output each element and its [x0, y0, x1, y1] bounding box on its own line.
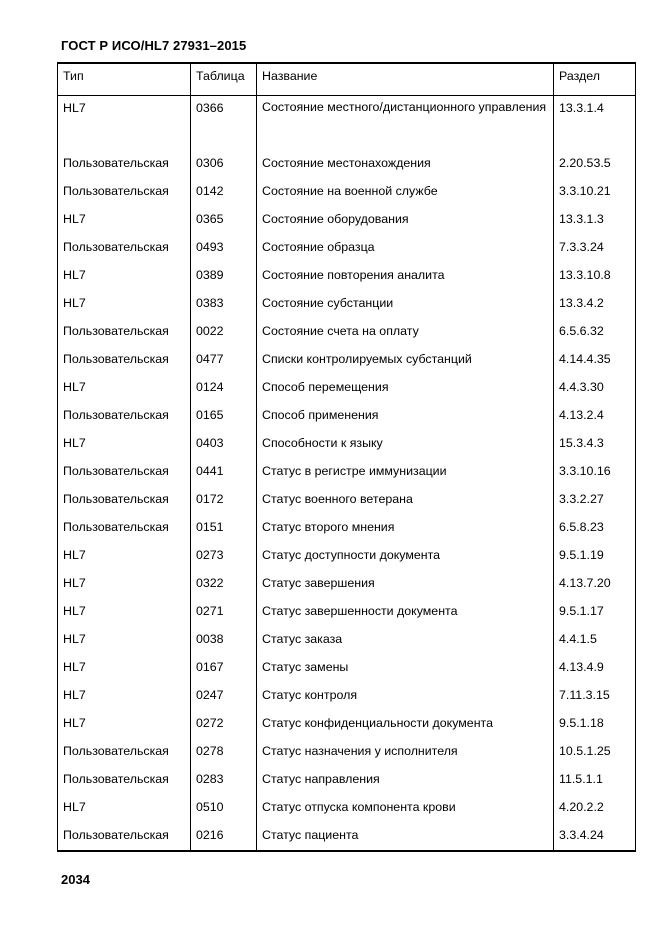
document-title: ГОСТ Р ИСО/HL7 27931–2015	[61, 38, 247, 53]
table-row	[58, 319, 636, 347]
cell-type: Пользовательская	[58, 347, 191, 375]
cell-section: 6.5.8.23	[554, 515, 636, 543]
cell-name: Статус доступности документа	[257, 543, 554, 571]
table-row	[58, 403, 636, 431]
cell-name: Состояние образца	[257, 235, 554, 263]
column-header-name: Название	[257, 63, 554, 95]
cell-type: Пользовательская	[58, 179, 191, 207]
cell-table-code: 0493	[191, 235, 257, 263]
cell-type: HL7	[58, 571, 191, 599]
cell-table-code: 0366	[191, 95, 257, 151]
table-row	[58, 767, 636, 795]
cell-table-code: 0383	[191, 291, 257, 319]
cell-type: HL7	[58, 375, 191, 403]
table-row	[58, 599, 636, 627]
cell-section: 6.5.6.32	[554, 319, 636, 347]
cell-table-code: 0038	[191, 627, 257, 655]
cell-section: 9.5.1.19	[554, 543, 636, 571]
cell-name: Состояние местного/дистанционного управления	[257, 95, 554, 151]
table-row	[58, 683, 636, 711]
cell-section: 3.3.2.27	[554, 487, 636, 515]
cell-section: 4.13.4.9	[554, 655, 636, 683]
cell-name: Статус завершения	[257, 571, 554, 599]
cell-section: 9.5.1.17	[554, 599, 636, 627]
cell-type: HL7	[58, 627, 191, 655]
cell-name: Статус отпуска компонента крови	[257, 795, 554, 823]
cell-table-code: 0403	[191, 431, 257, 459]
cell-section: 3.3.4.24	[554, 823, 636, 851]
table-row	[58, 571, 636, 599]
table-row	[58, 487, 636, 515]
cell-name: Состояние на военной службе	[257, 179, 554, 207]
cell-section: 7.11.3.15	[554, 683, 636, 711]
cell-section: 15.3.4.3	[554, 431, 636, 459]
cell-name: Состояние счета на оплату	[257, 319, 554, 347]
cell-section: 4.14.4.35	[554, 347, 636, 375]
cell-table-code: 0273	[191, 543, 257, 571]
cell-name: Состояние местонахождения	[257, 151, 554, 179]
cell-table-code: 0365	[191, 207, 257, 235]
cell-section: 3.3.10.21	[554, 179, 636, 207]
cell-section: 7.3.3.24	[554, 235, 636, 263]
cell-table-code: 0278	[191, 739, 257, 767]
table-row	[58, 655, 636, 683]
table-row	[58, 235, 636, 263]
cell-name: Статус назначения у исполнителя	[257, 739, 554, 767]
cell-table-code: 0389	[191, 263, 257, 291]
cell-table-code: 0272	[191, 711, 257, 739]
cell-type: HL7	[58, 431, 191, 459]
cell-table-code: 0151	[191, 515, 257, 543]
cell-name: Статус завершенности документа	[257, 599, 554, 627]
table-row	[58, 739, 636, 767]
cell-name: Статус конфиденциальности документа	[257, 711, 554, 739]
table-row	[58, 459, 636, 487]
table-row	[58, 627, 636, 655]
cell-table-code: 0306	[191, 151, 257, 179]
cell-section: 10.5.1.25	[554, 739, 636, 767]
cell-section: 3.3.10.16	[554, 459, 636, 487]
cell-name: Состояние субстанции	[257, 291, 554, 319]
table-row	[58, 207, 636, 235]
cell-name: Состояние повторения аналита	[257, 263, 554, 291]
table-row	[58, 375, 636, 403]
cell-type: HL7	[58, 263, 191, 291]
cell-section: 13.3.4.2	[554, 291, 636, 319]
table-row	[58, 291, 636, 319]
cell-section: 4.20.2.2	[554, 795, 636, 823]
table-row	[58, 95, 636, 151]
cell-name: Способ перемещения	[257, 375, 554, 403]
cell-name: Статус пациента	[257, 823, 554, 851]
cell-section: 4.4.3.30	[554, 375, 636, 403]
cell-type: Пользовательская	[58, 403, 191, 431]
cell-type: HL7	[58, 207, 191, 235]
code-table	[57, 62, 636, 852]
cell-type: Пользовательская	[58, 235, 191, 263]
table-row	[58, 543, 636, 571]
cell-type: Пользовательская	[58, 515, 191, 543]
cell-table-code: 0022	[191, 319, 257, 347]
table-row	[58, 347, 636, 375]
table-row	[58, 431, 636, 459]
table-row	[58, 515, 636, 543]
cell-name: Состояние оборудования	[257, 207, 554, 235]
cell-type: HL7	[58, 291, 191, 319]
cell-type: HL7	[58, 95, 191, 151]
table-row	[58, 151, 636, 179]
cell-table-code: 0216	[191, 823, 257, 851]
cell-table-code: 0271	[191, 599, 257, 627]
cell-type: Пользовательская	[58, 151, 191, 179]
cell-table-code: 0283	[191, 767, 257, 795]
cell-type: HL7	[58, 655, 191, 683]
cell-table-code: 0441	[191, 459, 257, 487]
cell-table-code: 0510	[191, 795, 257, 823]
column-header-type: Тип	[58, 63, 191, 95]
cell-table-code: 0172	[191, 487, 257, 515]
cell-section: 9.5.1.18	[554, 711, 636, 739]
cell-table-code: 0165	[191, 403, 257, 431]
cell-name: Статус военного ветерана	[257, 487, 554, 515]
cell-name: Статус заказа	[257, 627, 554, 655]
table-row	[58, 179, 636, 207]
cell-table-code: 0477	[191, 347, 257, 375]
table-header-row	[58, 63, 636, 95]
cell-table-code: 0142	[191, 179, 257, 207]
cell-name: Статус направления	[257, 767, 554, 795]
cell-type: HL7	[58, 543, 191, 571]
cell-type: Пользовательская	[58, 459, 191, 487]
cell-section: 13.3.1.3	[554, 207, 636, 235]
cell-table-code: 0247	[191, 683, 257, 711]
cell-name: Статус контроля	[257, 683, 554, 711]
cell-type: Пользовательская	[58, 739, 191, 767]
page-number: 2034	[61, 872, 90, 887]
cell-name: Статус замены	[257, 655, 554, 683]
column-header-table: Таблица	[191, 63, 257, 95]
cell-section: 4.13.2.4	[554, 403, 636, 431]
cell-table-code: 0124	[191, 375, 257, 403]
table-row	[58, 823, 636, 851]
cell-name: Способности к языку	[257, 431, 554, 459]
cell-section: 11.5.1.1	[554, 767, 636, 795]
cell-name: Статус второго мнения	[257, 515, 554, 543]
cell-name: Списки контролируемых субстанций	[257, 347, 554, 375]
cell-name: Способ применения	[257, 403, 554, 431]
table-row	[58, 795, 636, 823]
cell-section: 13.3.10.8	[554, 263, 636, 291]
column-header-section: Раздел	[554, 63, 636, 95]
cell-name: Статус в регистре иммунизации	[257, 459, 554, 487]
cell-type: HL7	[58, 683, 191, 711]
cell-type: Пользовательская	[58, 767, 191, 795]
table-row	[58, 711, 636, 739]
cell-section: 4.4.1.5	[554, 627, 636, 655]
cell-table-code: 0167	[191, 655, 257, 683]
cell-type: HL7	[58, 795, 191, 823]
cell-section: 13.3.1.4	[554, 95, 636, 151]
cell-section: 2.20.53.5	[554, 151, 636, 179]
table-row	[58, 263, 636, 291]
cell-type: Пользовательская	[58, 487, 191, 515]
cell-type: Пользовательская	[58, 319, 191, 347]
cell-type: HL7	[58, 711, 191, 739]
cell-type: HL7	[58, 599, 191, 627]
cell-type: Пользовательская	[58, 823, 191, 851]
cell-section: 4.13.7.20	[554, 571, 636, 599]
cell-table-code: 0322	[191, 571, 257, 599]
